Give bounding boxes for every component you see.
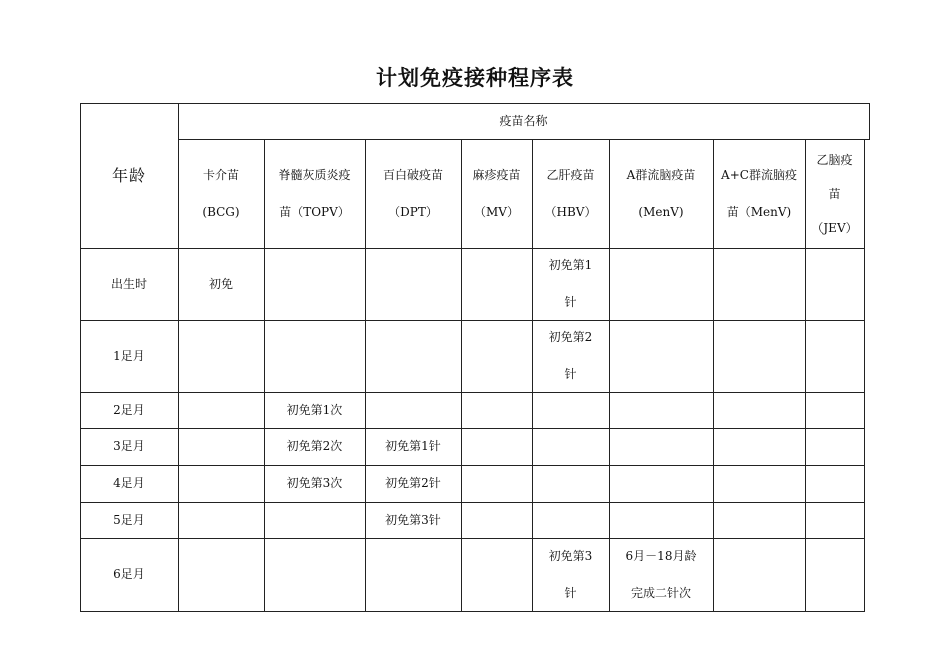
vaccine-column-header: A群流脑疫苗 (MenV) bbox=[626, 167, 696, 219]
age-cell: 3足月 bbox=[113, 439, 145, 453]
row-divider bbox=[80, 465, 865, 466]
vaccine-column-header: 麻疹疫苗 （MV） bbox=[472, 167, 521, 219]
table-border-bottom bbox=[80, 611, 865, 612]
schedule-cell: 初免第2针 bbox=[385, 476, 441, 490]
row-divider bbox=[80, 538, 865, 539]
vaccine-group-header: 疫苗名称 bbox=[499, 113, 548, 128]
schedule-cell: 6月－18月龄 完成二针次 bbox=[625, 548, 697, 600]
schedule-cell: 初免第3次 bbox=[286, 476, 343, 490]
immunization-schedule-table bbox=[80, 103, 864, 612]
age-cell: 2足月 bbox=[113, 402, 145, 417]
schedule-cell: 初免第2次 bbox=[286, 439, 343, 453]
row-divider bbox=[80, 502, 865, 503]
vaccine-column-header: 脊髓灰质炎疫 苗（TOPV） bbox=[278, 167, 351, 219]
document-title: 计划免疫接种程序表 bbox=[376, 66, 574, 90]
schedule-cell: 初免第1次 bbox=[286, 402, 343, 417]
age-cell: 出生时 bbox=[110, 276, 147, 291]
vaccine-header-right-edge bbox=[869, 103, 870, 140]
age-cell: 4足月 bbox=[113, 476, 145, 490]
age-cell: 6足月 bbox=[113, 567, 145, 581]
schedule-cell: 初免第1针 bbox=[385, 439, 441, 453]
vaccine-column-header: 百白破疫苗 （DPT） bbox=[382, 167, 443, 219]
schedule-cell: 初免第3针 bbox=[385, 512, 441, 527]
schedule-cell: 初免 bbox=[208, 276, 233, 291]
row-divider bbox=[80, 320, 865, 321]
schedule-cell: 初免第1 针 bbox=[548, 258, 593, 309]
age-cell: 1足月 bbox=[113, 348, 145, 363]
row-divider bbox=[80, 392, 865, 393]
table-border-right bbox=[864, 139, 865, 612]
vaccine-column-header: 卡介苗 (BCG) bbox=[202, 167, 240, 219]
vaccine-column-header: A+C群流脑疫 苗（MenV) bbox=[721, 167, 797, 219]
vaccine-column-header: 乙脑疫 苗 （JEV） bbox=[811, 152, 858, 235]
age-cell: 5足月 bbox=[113, 512, 145, 527]
vaccine-column-header: 乙肝疫苗 （HBV） bbox=[544, 167, 597, 219]
age-column-header: 年龄 bbox=[111, 166, 146, 185]
schedule-cell: 初免第3 针 bbox=[548, 548, 593, 600]
row-divider bbox=[80, 428, 865, 429]
schedule-cell: 初免第2 针 bbox=[548, 330, 593, 381]
